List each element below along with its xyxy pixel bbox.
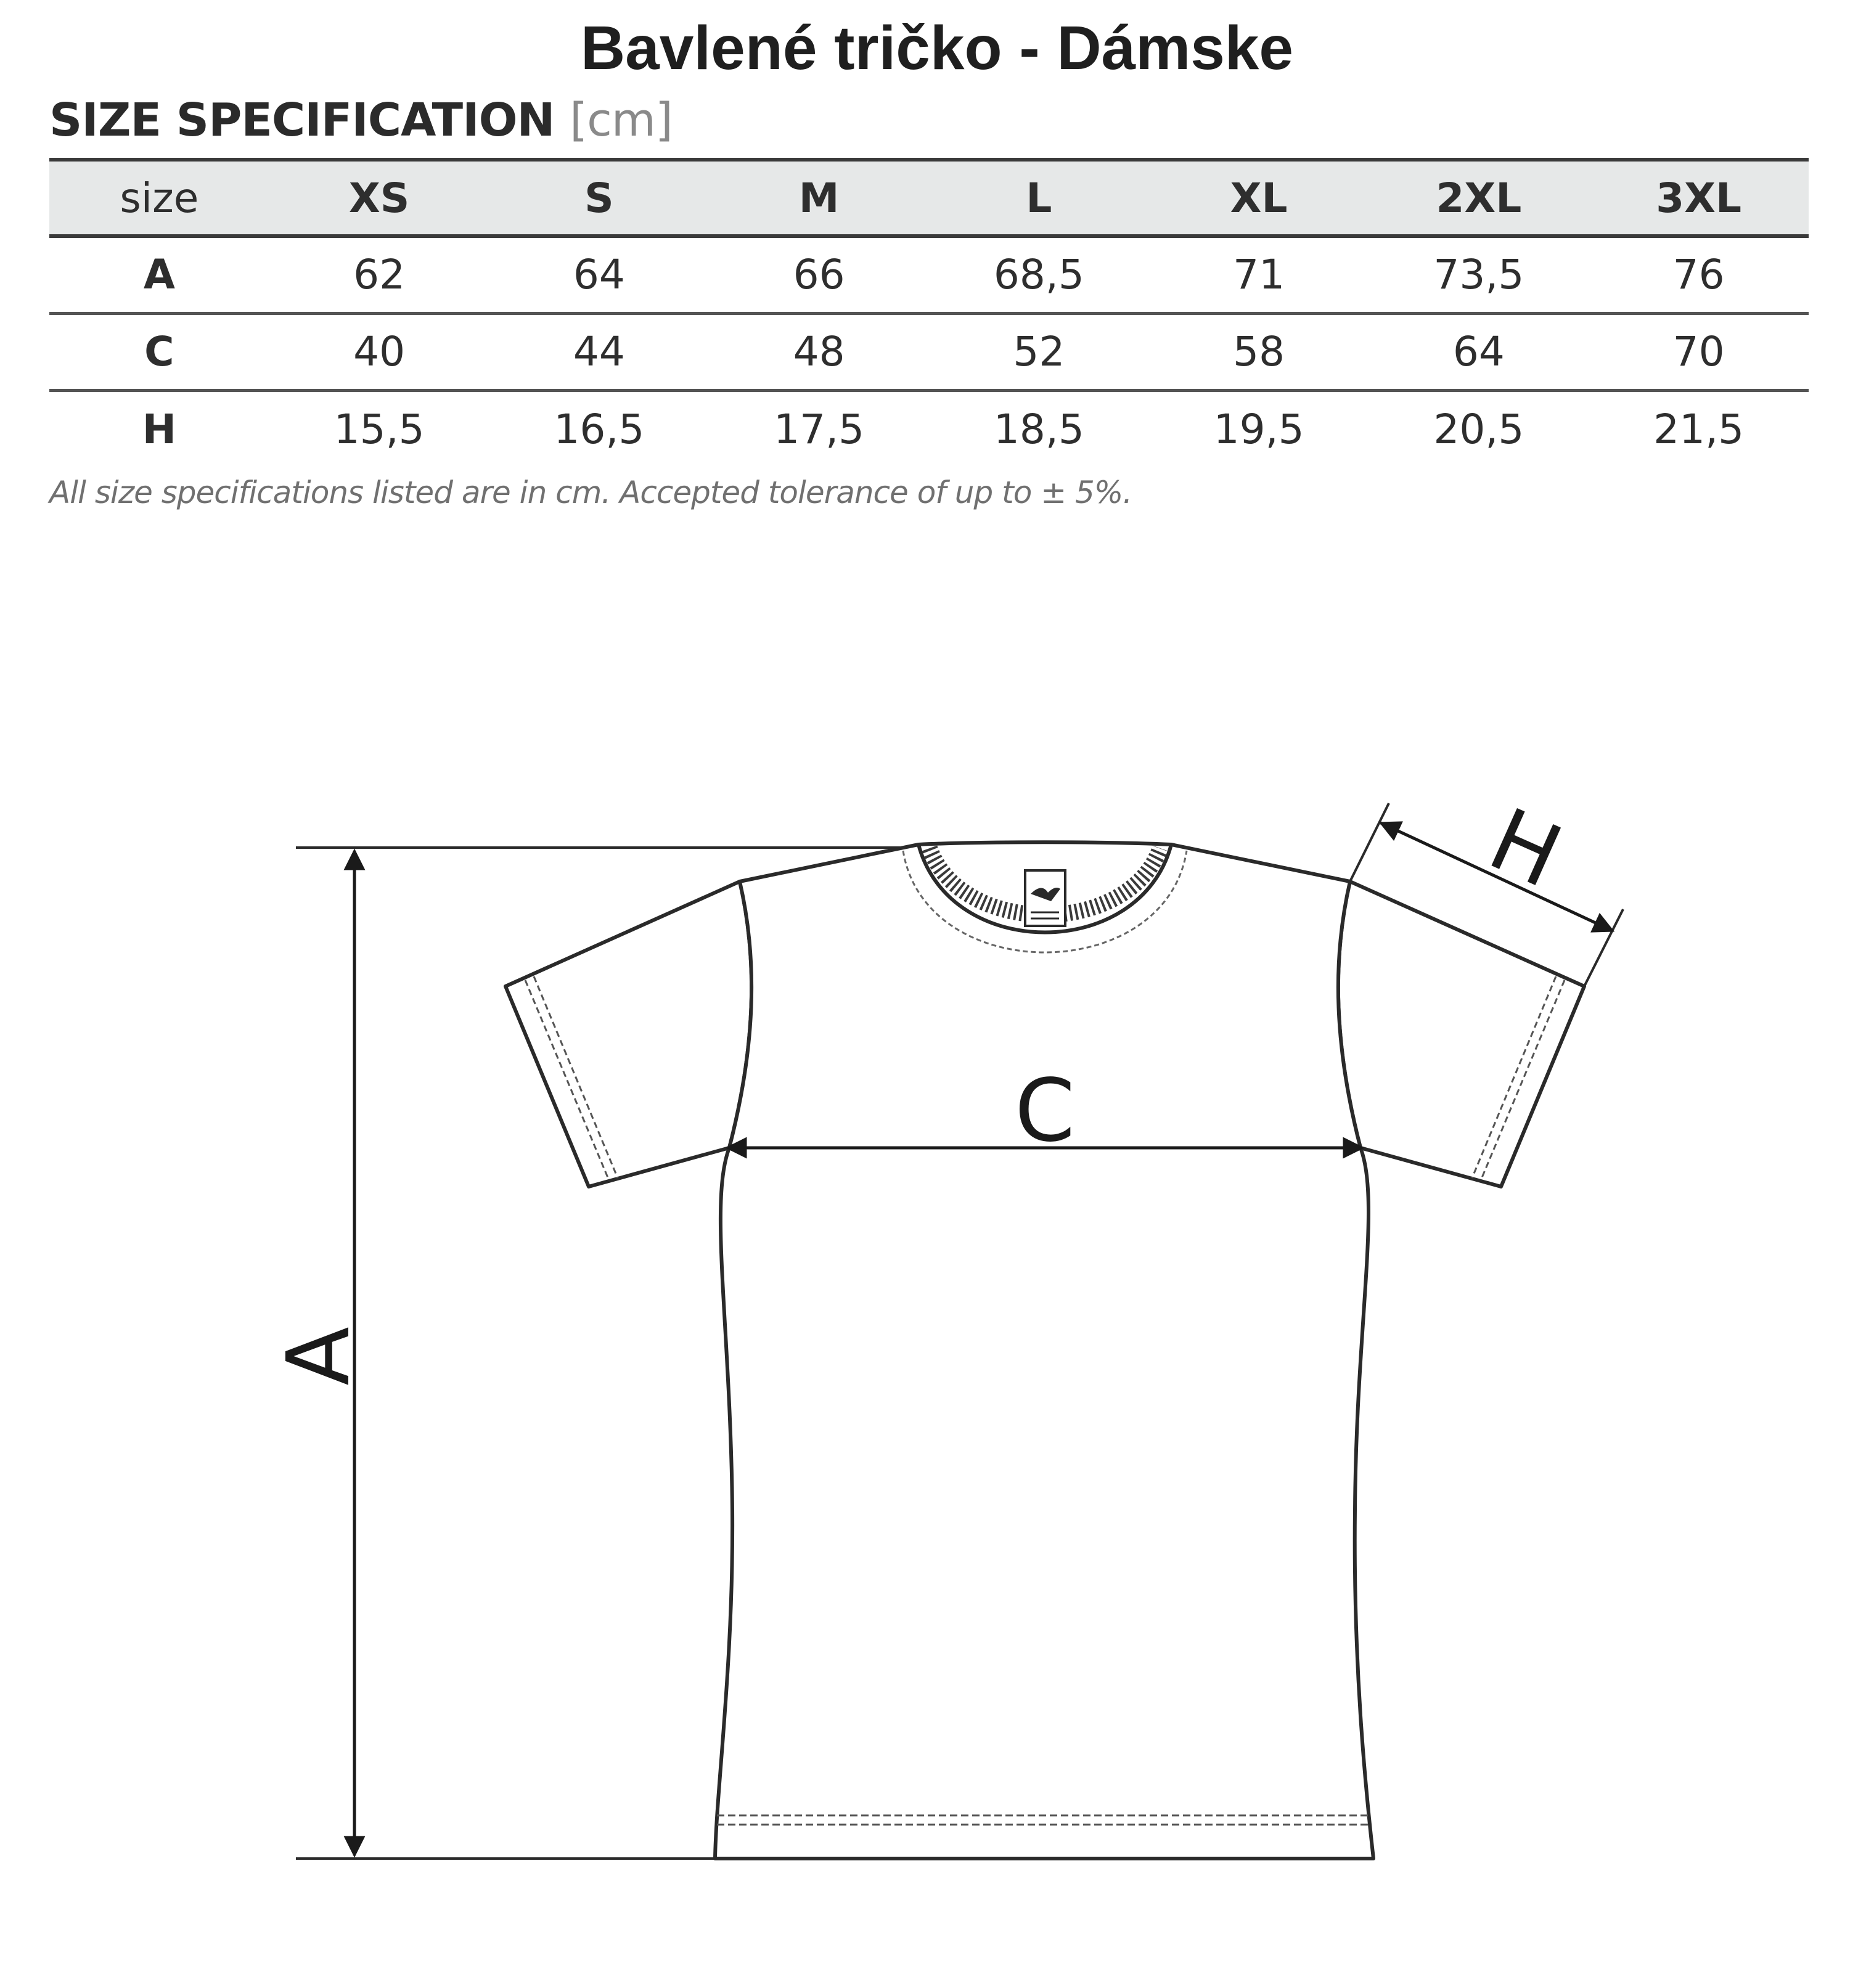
table-cell: 21,5 [1589, 390, 1809, 467]
dimension-label-a: A [269, 1327, 369, 1386]
row-label-a: A [143, 251, 175, 299]
table-cell: 44 [489, 313, 710, 390]
table-cell: 64 [1369, 313, 1589, 390]
header-cell-2xl: 2XL [1369, 160, 1589, 236]
size-spec-heading-text: SIZE SPECIFICATION [49, 94, 555, 147]
header-cell-s: S [489, 160, 710, 236]
table-cell: 70 [1589, 313, 1809, 390]
table-cell: 68,5 [993, 251, 1084, 299]
table-cell: 48 [709, 313, 929, 390]
table-cell: 20,5 [1369, 390, 1589, 467]
header-cell-xl: XL [1149, 160, 1369, 236]
dimension-label-h: H [1475, 789, 1576, 908]
table-cell: 19,5 [1149, 390, 1369, 467]
tolerance-note: All size specifications listed are in cm. Accepted tolerance of up to ± 5%. [49, 475, 1132, 510]
page-title: Bavlené tričko - Dámske [580, 14, 1294, 83]
header-cell-size: size [49, 160, 269, 236]
brand-tag-icon [1025, 870, 1065, 926]
table-cell: 18,5 [929, 390, 1149, 467]
table-cell: 15,5 [269, 390, 489, 467]
header-cell-l: L [929, 160, 1149, 236]
table-cell: 66 [793, 251, 845, 299]
table-cell: 40 [269, 313, 489, 390]
header-cell-3xl: 3XL [1589, 160, 1809, 236]
table-cell: 17,5 [709, 390, 929, 467]
table-cell: 73,5 [1433, 251, 1524, 299]
row-label-h: H [49, 390, 269, 467]
table-cell: 16,5 [489, 390, 710, 467]
table-cell: 76 [1672, 251, 1725, 299]
tshirt-outline [505, 842, 1584, 1859]
header-cell-m: M [709, 160, 929, 236]
table-cell: 62 [353, 251, 406, 299]
size-spec-unit: [cm] [570, 94, 673, 147]
table-cell: 58 [1149, 313, 1369, 390]
table-cell: 52 [929, 313, 1149, 390]
table-cell: 64 [573, 251, 625, 299]
dimension-label-c: C [1015, 1061, 1075, 1161]
row-label-c: C [49, 313, 269, 390]
table-cell: 71 [1233, 251, 1285, 299]
header-cell-xs: XS [269, 160, 489, 236]
